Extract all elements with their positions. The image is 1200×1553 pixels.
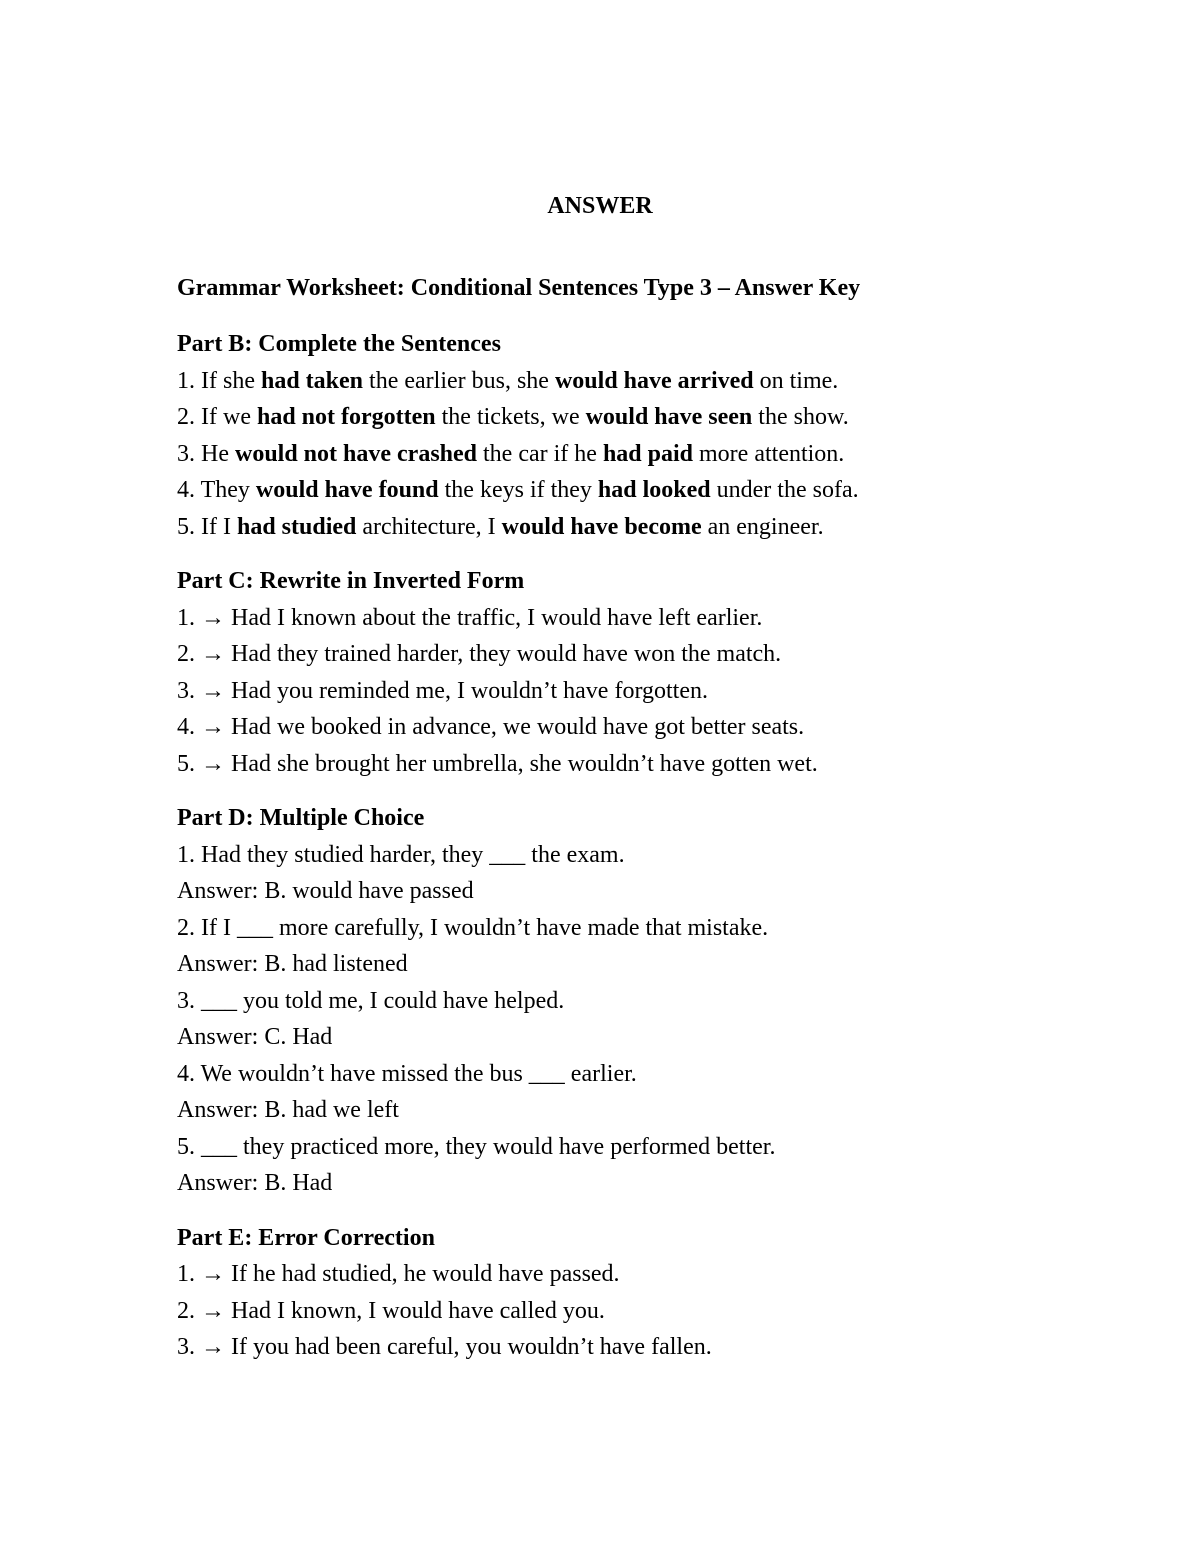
- part-e-item-3: 3. → If you had been careful, you wouldn’t have fallen.: [177, 1334, 712, 1360]
- part-b-item-4: 4. They would have found the keys if they had looked under the sofa.: [177, 477, 859, 503]
- part-b-heading: Part B: Complete the Sentences: [177, 331, 501, 357]
- part-d-question-4: 4. We wouldn’t have missed the bus ___ earlier.: [177, 1060, 637, 1087]
- part-c-section: [177, 563, 1077, 782]
- part-d-answer-1: Answer: B. would have passed: [177, 878, 474, 904]
- page-title: ANSWER: [547, 193, 653, 219]
- worksheet-heading: Grammar Worksheet: Conditional Sentences Type 3 – Answer Key: [177, 275, 861, 301]
- part-d-answer-2: Answer: B. had listened: [177, 951, 408, 977]
- part-c-item-3: 3. → Had you reminded me, I wouldn’t have forgotten.: [177, 677, 708, 704]
- part-e-item-2: 2. → Had I known, I would have called you.: [177, 1297, 605, 1324]
- part-e-heading: Part E: Error Correction: [177, 1224, 435, 1251]
- part-b-item-1: 1. If she had taken the earlier bus, she would have arrived on time.: [177, 367, 839, 394]
- part-d-question-5: 5. ___ they practiced more, they would have performed better.: [177, 1133, 776, 1160]
- part-d-answer-5: Answer: B. Had: [177, 1170, 333, 1196]
- part-d-question-2: 2. If I ___ more carefully, I wouldn’t have made that mistake.: [177, 914, 769, 941]
- part-d-answer-3: Answer: C. Had: [177, 1024, 333, 1050]
- part-d-section: [177, 800, 1077, 1202]
- part-b-item-2: 2. If we had not forgotten the tickets, we would have seen the show.: [177, 404, 849, 430]
- part-e-item-1: 1. → If he had studied, he would have passed.: [177, 1261, 620, 1287]
- part-d-question-1: 1. Had they studied harder, they ___ the exam.: [177, 841, 625, 868]
- part-e-section: [177, 1220, 1077, 1366]
- document-content: [177, 270, 1077, 1384]
- part-c-item-5: 5. → Had she brought her umbrella, she wouldn’t have gotten wet.: [177, 750, 818, 777]
- part-b-section: [177, 326, 1077, 545]
- part-d-heading: Part D: Multiple Choice: [177, 805, 425, 831]
- part-c-item-2: 2. → Had they trained harder, they would have won the match.: [177, 641, 782, 667]
- part-b-item-5: 5. If I had studied architecture, I would have become an engineer.: [177, 513, 824, 540]
- part-d-answer-4: Answer: B. had we left: [177, 1097, 399, 1123]
- part-c-item-4: 4. → Had we booked in advance, we would have got better seats.: [177, 714, 805, 740]
- part-b-item-3: 3. He would not have crashed the car if he had paid more attention.: [177, 440, 845, 467]
- part-d-question-3: 3. ___ you told me, I could have helped.: [177, 987, 565, 1014]
- part-c-heading: Part C: Rewrite in Inverted Form: [177, 568, 525, 594]
- part-c-item-1: 1. → Had I known about the traffic, I would have left earlier.: [177, 604, 763, 631]
